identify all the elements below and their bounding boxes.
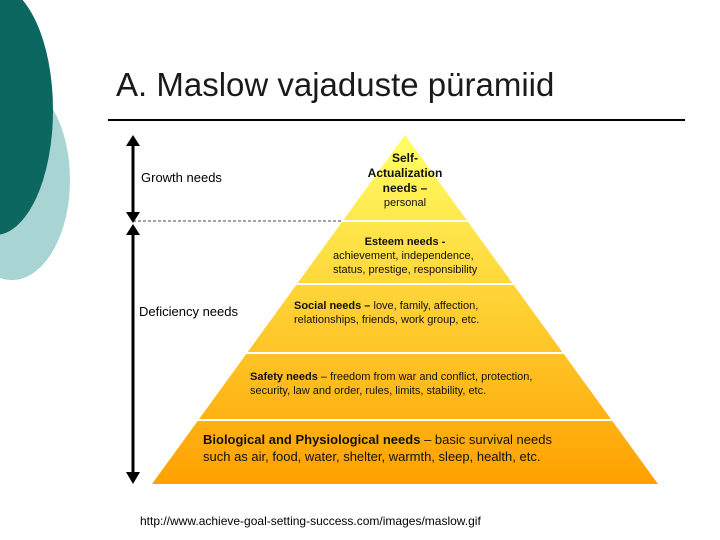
biological-title-rest: – basic survival needs xyxy=(420,432,552,447)
level-safety xyxy=(250,370,532,398)
growth-arrow-head-down xyxy=(126,212,140,223)
source-url: http://www.achieve-goal-setting-success.com/images/maslow.gif xyxy=(140,514,481,528)
growth-arrow-head-up xyxy=(126,135,140,146)
esteem-title: Esteem needs - xyxy=(364,236,446,248)
growth-needs-label: Growth needs xyxy=(141,170,222,185)
level-social xyxy=(294,299,479,327)
deficiency-needs-label: Deficiency needs xyxy=(139,304,238,319)
biological-line-1: such as air, food, water, shelter, warmth, sleep, health, etc. xyxy=(203,449,541,464)
self-actualization-line-3: needs – xyxy=(382,181,428,195)
level-esteem xyxy=(333,235,477,277)
level-biological xyxy=(203,431,552,465)
social-title-rest: love, family, affection, xyxy=(370,300,479,312)
slide-title: A. Maslow vajaduste püramiid xyxy=(116,66,555,103)
esteem-line-1: achievement, independence, xyxy=(333,250,474,262)
social-title: Social needs – xyxy=(294,300,371,312)
esteem-line-2: status, prestige, responsibility xyxy=(333,264,478,276)
safety-title: Safety needs xyxy=(250,371,318,383)
level-self-actualization xyxy=(355,151,455,211)
social-line-1: relationships, friends, work group, etc. xyxy=(294,314,480,326)
self-actualization-line-4: personal xyxy=(383,197,427,209)
self-actualization-line-2: Actualization xyxy=(367,166,443,180)
safety-title-rest: – freedom from war and conflict, protection, xyxy=(317,371,533,383)
safety-line-1: security, law and order, rules, limits, stability, etc. xyxy=(250,385,487,397)
deficiency-arrow-head-up xyxy=(126,224,140,235)
self-actualization-line-1: Self- xyxy=(391,151,418,165)
biological-title: Biological and Physiological needs xyxy=(203,432,421,447)
deficiency-arrow-head-down xyxy=(126,472,140,484)
